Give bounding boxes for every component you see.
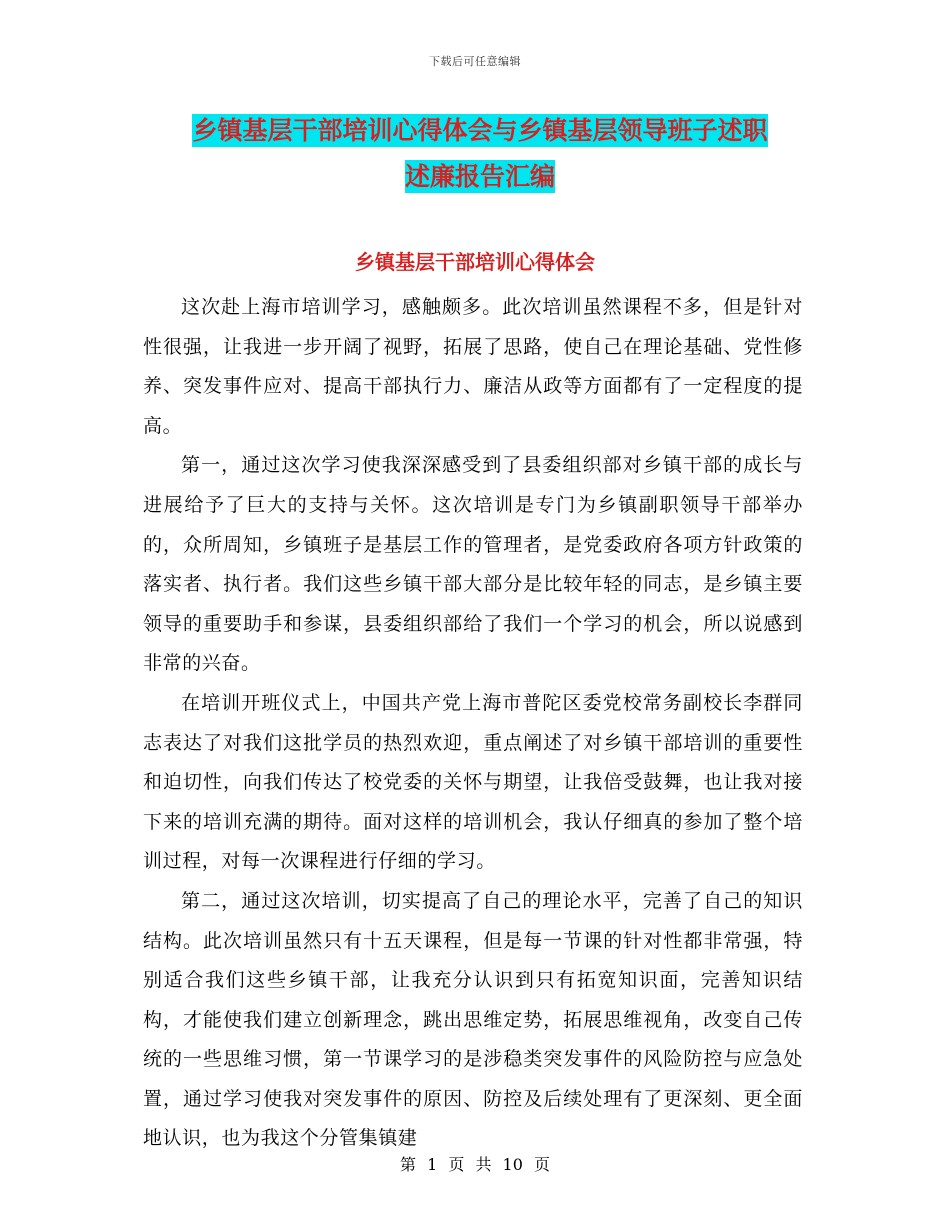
document-title-line-1: 乡镇基层干部培训心得体会与乡镇基层领导班子述职 (192, 116, 768, 145)
header-note: 下载后可任意编辑 (429, 55, 521, 68)
body-text (143, 288, 803, 1159)
paragraph: 第二，通过这次培训，切实提高了自己的理论水平，完善了自己的知识结构。此次培训虽然只有十五天课程，但是每一节课的针对性都非常强，特别适合我们这些乡镇干部，让我充分认识到只有拓宽知识面，完善知识结构，才能使我们建立创新理念，跳出思维定势，拓展思维视角，改变自己传统的一些思维习惯，第一节课学习的是涉稳类突发事件的风险防控与应急处置，通过学习使我对突发事件的原因、防控及后续处理有了更深刻、更全面地认识，也为我这个分管集镇建 (143, 889, 803, 1150)
section-title: 乡镇基层干部培训心得体会 (355, 250, 595, 274)
paragraph: 这次赴上海市培训学习，感触颇多。此次培训虽然课程不多，但是针对性很强，让我进一步开阔了视野，拓展了思路，使自己在理论基础、党性修养、突发事件应对、提高干部执行力、廉洁从政等方面都有了一定程度的提高。 (143, 296, 803, 437)
paragraph: 第一，通过这次学习使我深深感受到了县委组织部对乡镇干部的成长与进展给予了巨大的支持与关怀。这次培训是专门为乡镇副职领导干部举办的，众所周知，乡镇班子是基层工作的管理者，是党委政府各项方针政策的落实者、执行者。我们这些乡镇干部大部分是比较年轻的同志，是乡镇主要领导的重要助手和参谋，县委组织部给了我们一个学习的机会，所以说感到非常的兴奋。 (143, 454, 803, 675)
page-footer: 第 1 页 共 10 页 (400, 1155, 550, 1174)
document-title-line-2: 述廉报告汇编 (404, 162, 555, 191)
document-title (140, 108, 820, 200)
paragraph: 在培训开班仪式上，中国共产党上海市普陀区委党校常务副校长李群同志表达了对我们这批学员的热烈欢迎，重点阐述了对乡镇干部培训的重要性和迫切性，向我们传达了校党委的关怀与期望，让我倍受鼓舞，也让我对接下来的培训充满的期待。面对这样的培训机会，我认仔细真的参加了整个培训过程，对每一次课程进行仔细的学习。 (143, 691, 803, 873)
